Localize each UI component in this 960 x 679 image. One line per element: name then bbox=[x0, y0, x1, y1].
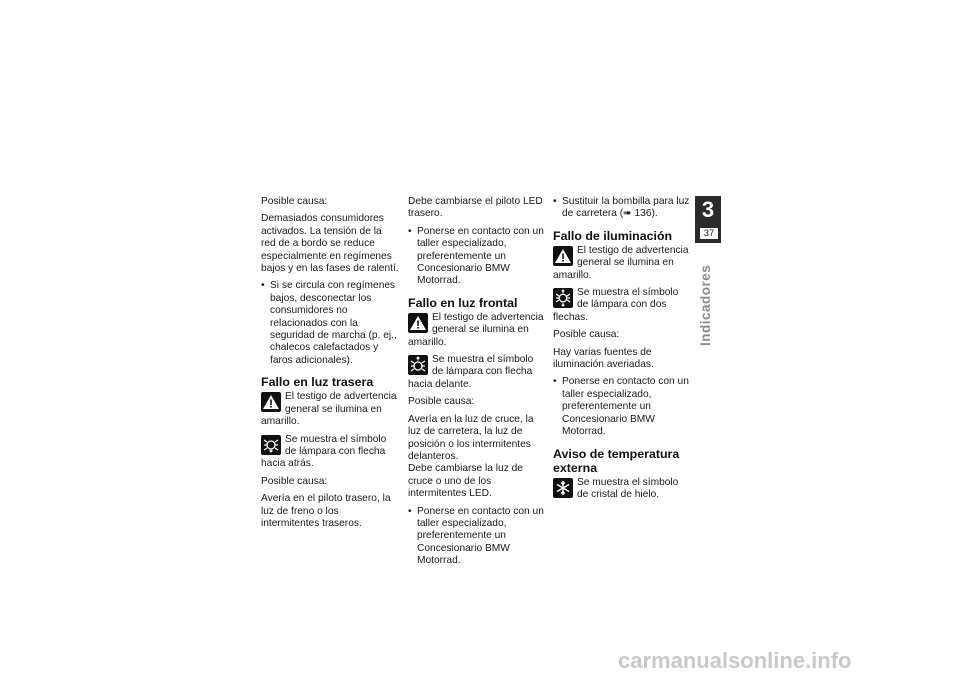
lamp-arrow-icon bbox=[553, 288, 573, 308]
rear-symbol-text: Se muestra el símbolo de lámpara con flecha hacia atrás. bbox=[261, 433, 387, 470]
cause-text: Demasiados consumidores activados. La tensión de la red de a bordo se reduce especialmente en regímenes bajos y en las fases de ralentí. bbox=[261, 213, 399, 275]
rear-warning-text: El testigo de advertencia general se ilumina en amarillo. bbox=[261, 391, 397, 428]
lighting-warning-text: El testigo de advertencia general se ilumina en amarillo. bbox=[553, 244, 689, 281]
lighting-symbol-para bbox=[553, 287, 691, 324]
temp-symbol-para bbox=[553, 477, 691, 502]
ice-crystal-icon bbox=[553, 478, 573, 498]
chapter-side-label: Indicadores bbox=[698, 264, 713, 346]
cause-label: Posible causa: bbox=[261, 196, 328, 207]
lamp-arrow-icon bbox=[261, 435, 281, 455]
list-item: • Ponerse en contacto con un taller especializado, preferentemente un Concesionario BMW Motorrad. bbox=[553, 376, 691, 438]
rear-symbol-para bbox=[261, 434, 399, 471]
warning-triangle-icon bbox=[261, 392, 281, 412]
rear-cause-text: Avería en el piloto trasero, la luz de freno o los intermitentes traseros. bbox=[261, 493, 391, 529]
column-2 bbox=[408, 196, 546, 573]
front-symbol-text: Se muestra el símbolo de lámpara con flecha hacia delante. bbox=[408, 354, 534, 390]
lamp-arrow-icon bbox=[408, 355, 428, 375]
lighting-warning-para bbox=[553, 245, 691, 282]
lighting-cause-text: Hay varias fuentes de iluminación averiadas. bbox=[553, 346, 654, 371]
front-cause-label: Posible causa: bbox=[408, 396, 475, 408]
temp-symbol-text: Se muestra el símbolo de cristal de hielo. bbox=[577, 476, 679, 500]
heading-lighting-failure: Fallo de iluminación bbox=[553, 228, 673, 243]
warning-triangle-icon bbox=[553, 246, 573, 266]
heading-external-temperature: Aviso de temperatura externa bbox=[553, 446, 680, 475]
front-cause-text: Avería en la luz de cruce, la luz de carretera, la luz de posición o los intermitentes delanteros. bbox=[408, 413, 534, 462]
list-item: • Ponerse en contacto con un taller especializado, preferentemente un Concesionario BMW Motorrad. bbox=[408, 506, 546, 568]
front-symbol-para bbox=[408, 354, 546, 391]
heading-rear-light: Fallo en luz trasera bbox=[261, 375, 374, 390]
front-replace-text: Debe cambiarse la luz de cruce o uno de los intermitentes LED. bbox=[408, 463, 523, 500]
chapter-number: 3 bbox=[701, 197, 715, 222]
lighting-cause-label: Posible causa: bbox=[553, 329, 620, 341]
list-item: • Si se circula con regímenes bajos, desconectar los consumidores no relacionados con la seguridad de marcha (p. ej., chalecos calefactados y faros adicionales). bbox=[261, 280, 399, 367]
page-number: 37 bbox=[700, 228, 718, 239]
lighting-symbol-text: Se muestra el símbolo de lámpara con dos flechas. bbox=[553, 287, 679, 323]
list-item: • Ponerse en contacto con un taller especializado, preferentemente un Concesionario BMW Motorrad. bbox=[408, 226, 546, 288]
front-warning-para bbox=[408, 312, 546, 349]
front-warning-text: El testigo de advertencia general se ilumina en amarillo. bbox=[408, 311, 544, 348]
rear-cause-label: Posible causa: bbox=[261, 475, 328, 487]
warning-triangle-icon bbox=[408, 313, 428, 333]
column-3 bbox=[553, 196, 691, 506]
list-item: • Sustituir la bombilla para luz de carretera (➠ 136). bbox=[553, 196, 691, 221]
heading-front-light: Fallo en luz frontal bbox=[408, 295, 518, 310]
rear-warning-para bbox=[261, 391, 399, 428]
watermark: carmanualsonline.info bbox=[618, 648, 852, 673]
column-1 bbox=[261, 196, 399, 535]
replace-led-text: Debe cambiarse el piloto LED trasero. bbox=[408, 196, 543, 220]
